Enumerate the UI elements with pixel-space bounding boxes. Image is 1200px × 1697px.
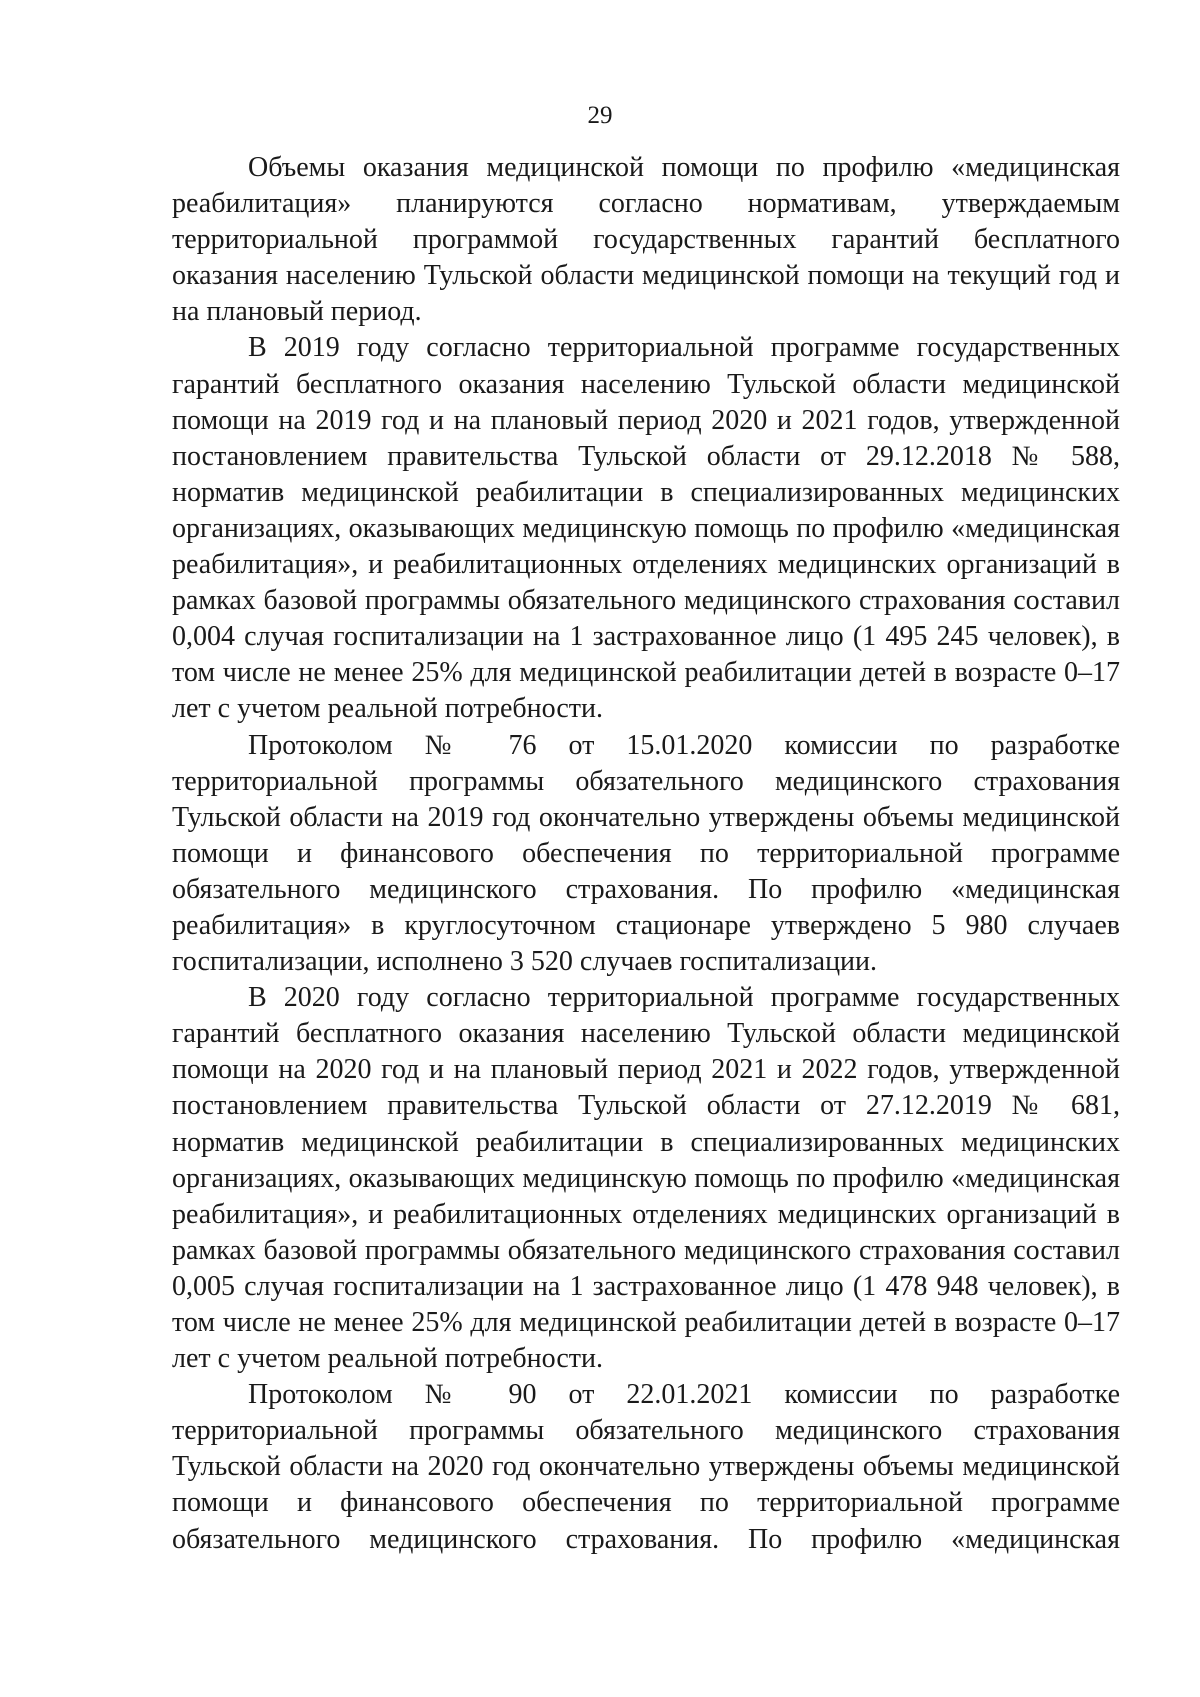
document-body [172,150,1120,1558]
page-number: 29 [587,102,613,129]
paragraph-protocol-76: Протоколом № 76 от 15.01.2020 комиссии по разработке территориальной программы обязательного медицинского страхования Тульской области на 2019 год окончательно утверждены объемы медицинской помощи и финансового обеспечения по территориальной программе обязательного медицинского страхования. По профилю «медицинская реабилитация» в круглосуточном стационаре утверждено 5 980 случаев госпитализации, исполнено 3 520 случаев госпитализации. [172,729,1120,978]
paragraph-rehab-volumes: Объемы оказания медицинской помощи по профилю «медицинская реабилитация» планируются согласно нормативам, утверждаемым территориальной программой государственных гарантий бесплатного оказания населению Тульской области медицинской помощи на текущий год и на плановый период. [172,152,1120,328]
paragraph-2019-norm: В 2019 году согласно территориальной программе государственных гарантий бесплатного оказания населению Тульской области медицинской помощи на 2019 год и на плановый период 2020 и 2021 годов, утвержденной постановлением правительства Тульской области от 29.12.2018 № 588, норматив медицинской реабилитации в специализированных медицинских организациях, оказывающих медицинскую помощь по профилю «медицинская реабилитация», и реабилитационных отделениях медицинских организаций в рамках базовой программы обязательного медицинского страхования составил 0,004 случая госпитализации на 1 застрахованное лицо (1 495 245 человек), в том числе не менее 25% для медицинской реабилитации детей в возрасте 0–17 лет с учетом реальной потребности. [172,332,1120,725]
paragraph-protocol-90: Протоколом № 90 от 22.01.2021 комиссии по разработке территориальной программы обязательного медицинского страхования Тульской области на 2020 год окончательно утверждены объемы медицинской помощи и финансового обеспечения по территориальной программе обязательного медицинского страхования. По профилю «медицинская [172,1379,1120,1555]
paragraph-2020-norm: В 2020 году согласно территориальной программе государственных гарантий бесплатного оказания населению Тульской области медицинской помощи на 2020 год и на плановый период 2021 и 2022 годов, утвержденной постановлением правительства Тульской области от 27.12.2019 № 681, норматив медицинской реабилитации в специализированных медицинских организациях, оказывающих медицинскую помощь по профилю «медицинская реабилитация», и реабилитационных отделениях медицинских организаций в рамках базовой программы обязательного медицинского страхования составил 0,005 случая госпитализации на 1 застрахованное лицо (1 478 948 человек), в том числе не менее 25% для медицинской реабилитации детей в возрасте 0–17 лет с учетом реальной потребности. [172,982,1120,1375]
